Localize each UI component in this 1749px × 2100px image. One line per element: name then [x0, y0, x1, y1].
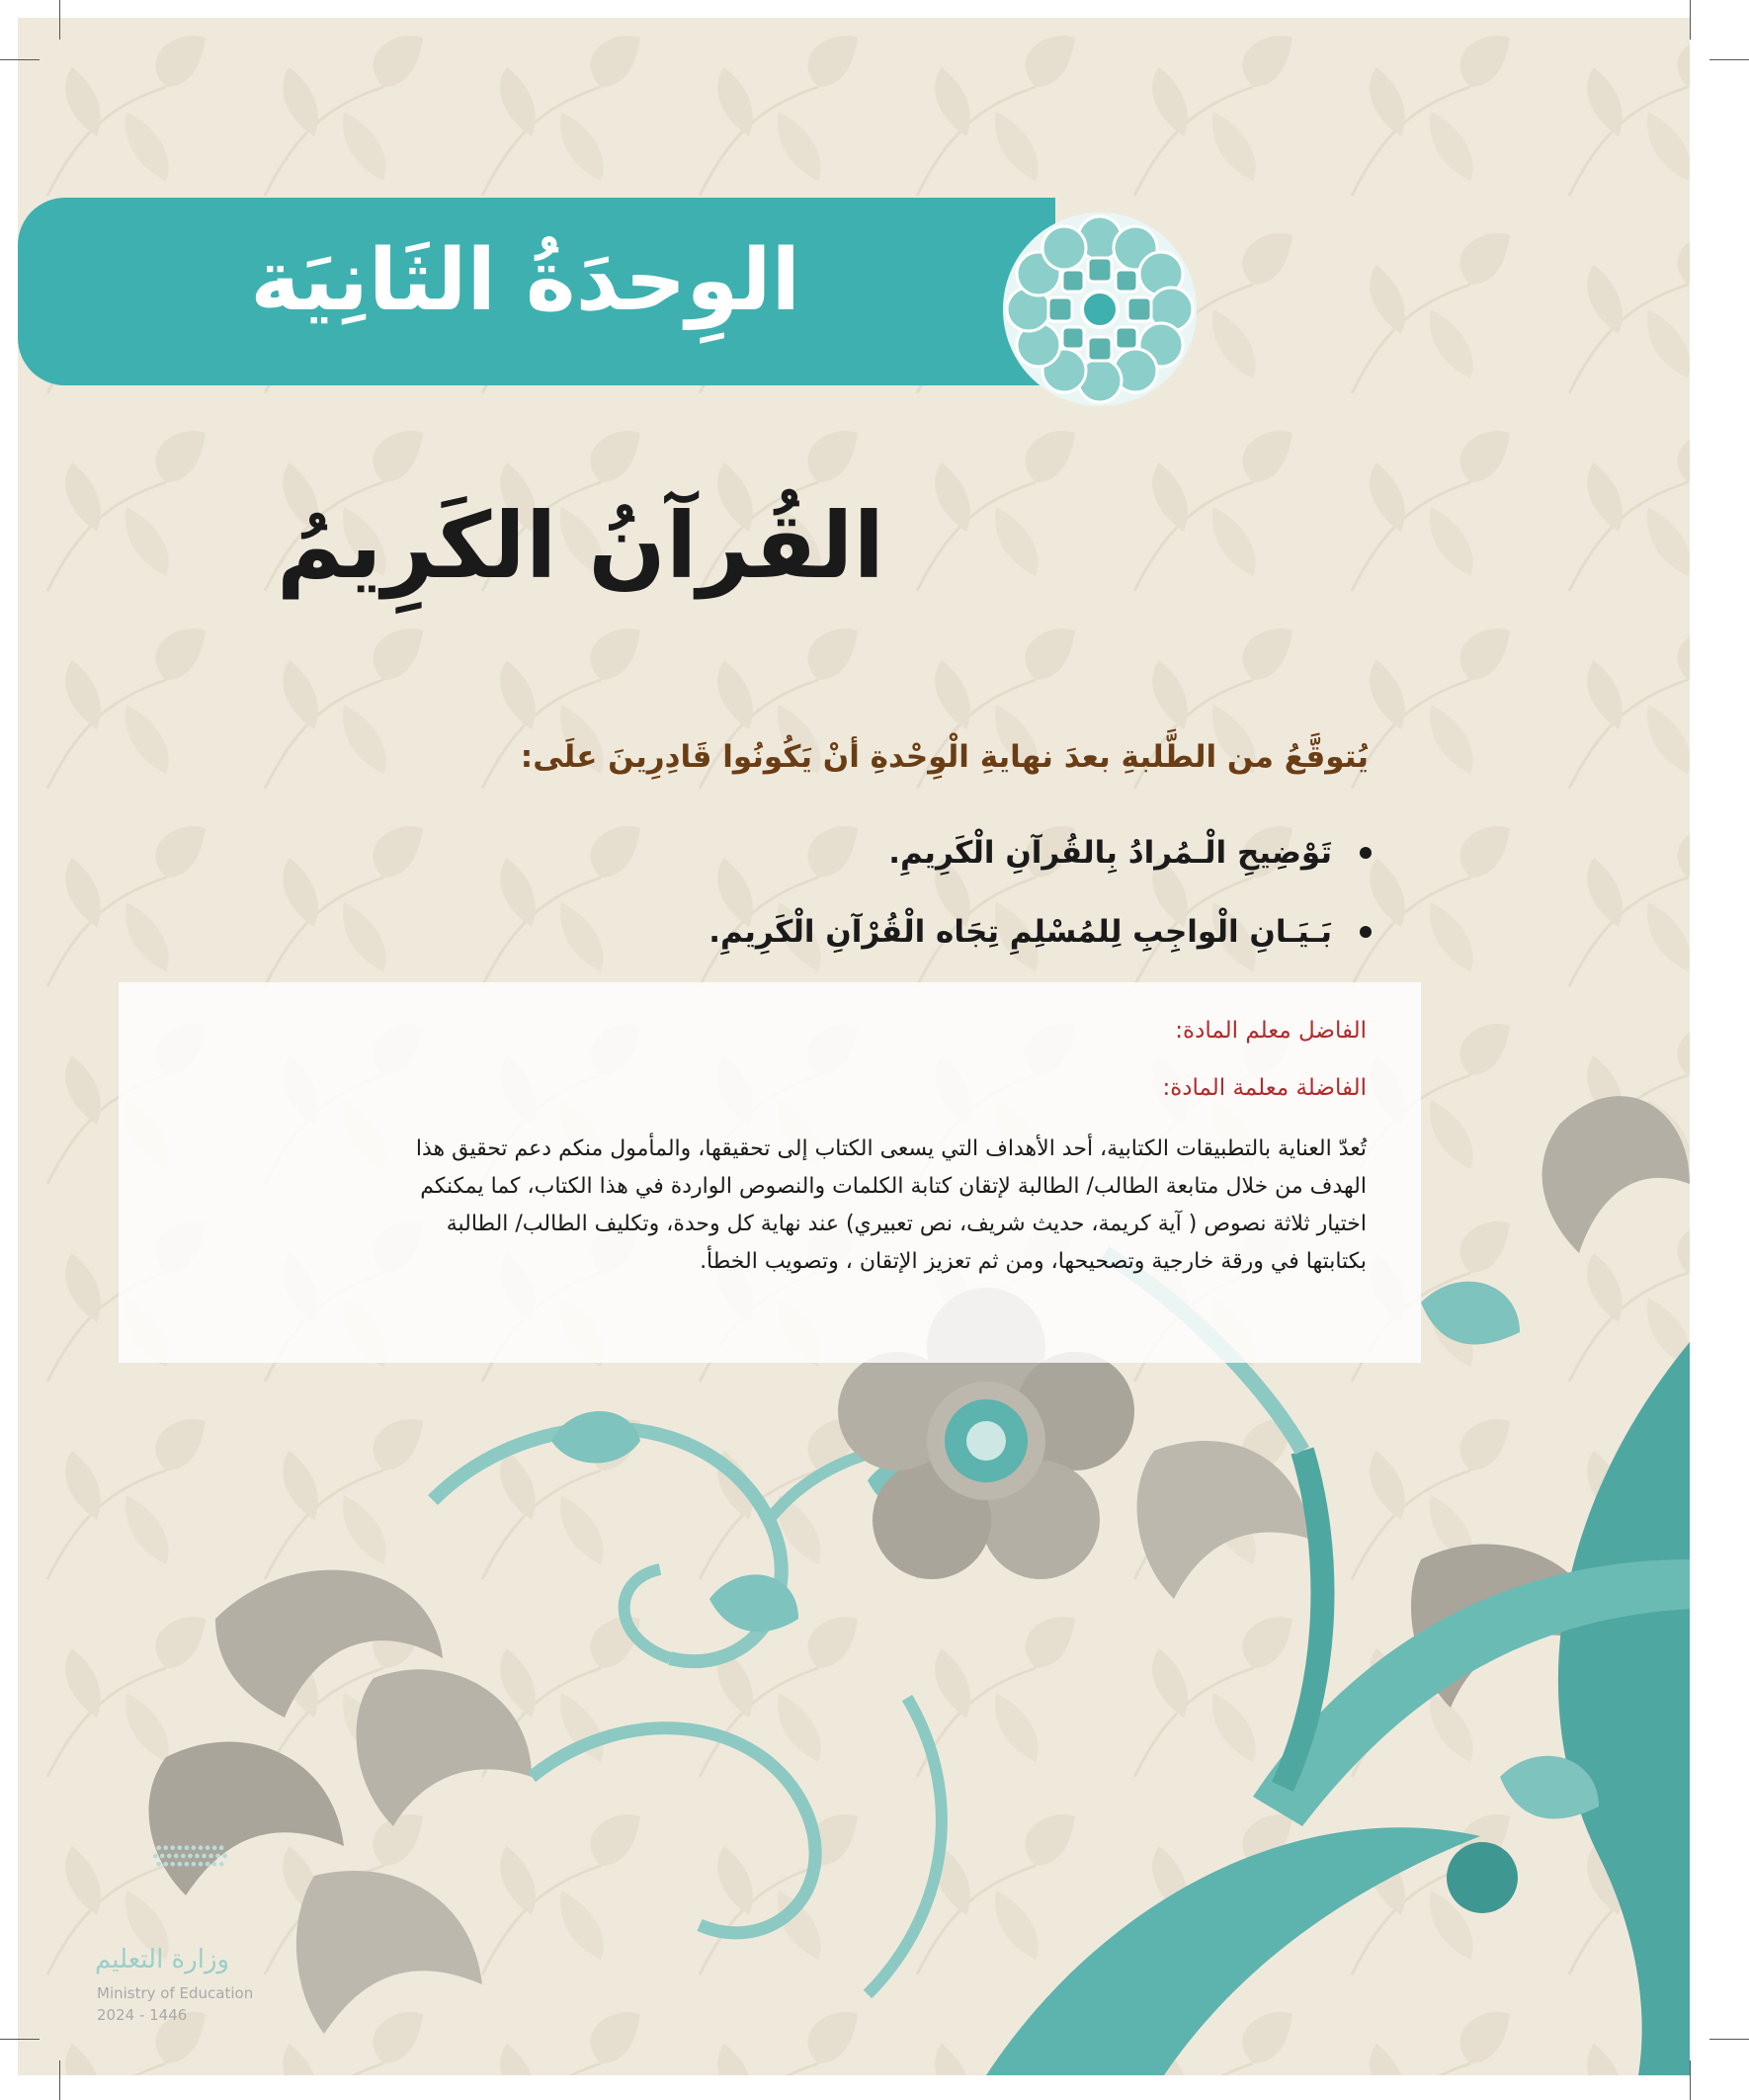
crop-mark: [0, 2039, 40, 2040]
teacher-note-line: الهدف من خلال متابعة الطالب/ الطالبة لإتقان كتابة الكلمات والنصوص الواردة في هذا الكتاب، كما يمكنكم: [420, 1174, 1367, 1199]
bullet-icon: [1360, 926, 1372, 938]
teacher-label-female: الفاضلة معلمة المادة:: [1162, 1075, 1367, 1101]
crop-mark: [1709, 2039, 1749, 2040]
crop-mark: [1709, 59, 1749, 60]
crop-mark: [1690, 0, 1691, 40]
rosette-ornament-icon: [1001, 210, 1199, 408]
ministry-year: 2024 - 1446: [97, 2006, 188, 2024]
ministry-name-ar: وزارة التعليم: [95, 1945, 230, 1974]
objectives-intro: يُتوقَّعُ من الطَّلبةِ بعدَ نهايةِ الْوِحْدةِ أنْ يَكُونُوا قَادِرِينَ علَى:: [520, 739, 1369, 775]
objective-text: تَوْضِيحِ الْـمُرادُ بِالقُرآنِ الْكَرِيمِ.: [888, 835, 1332, 871]
teacher-label-male: الفاضل معلم المادة:: [1175, 1018, 1367, 1044]
teacher-note-line: تُعدّ العناية بالتطبيقات الكتابية، أحد الأهداف التي يسعى الكتاب إلى تحقيقها، والمأمول منكم دعم تحقيق هذا: [415, 1136, 1367, 1161]
book-page: [18, 18, 1690, 2075]
unit-title: الوِحدَةُ الثَانِيَة: [250, 231, 800, 330]
lesson-title: القُرآنُ الكَرِيمُ: [276, 493, 884, 599]
objective-item: [285, 902, 1372, 981]
crop-mark: [59, 0, 60, 40]
bullet-icon: [1360, 847, 1372, 859]
crop-mark: [1690, 2060, 1691, 2100]
objective-text: بَـيَـانِ الْواجِبِ لِلمُسْلِمِ تِجَاه الْقُرْآنِ الْكَرِيمِ.: [708, 914, 1332, 950]
teacher-note-line: بكتابتها في ورقة خارجية وتصحيحها، ومن ثم تعزيز الإتقان ، وتصويب الخطأ.: [700, 1249, 1367, 1274]
ministry-name-en: Ministry of Education: [97, 1984, 254, 2002]
teacher-note-box: [119, 982, 1421, 1363]
ministry-logo-icon: [77, 1836, 304, 1935]
objective-item: [285, 823, 1372, 902]
objectives-list: [285, 823, 1372, 981]
teacher-note-line: اختيار ثلاثة نصوص ( آية كريمة، حديث شريف، نص تعبيري) عند نهاية كل وحدة، وتكليف الطالب/ الطالبة: [446, 1212, 1367, 1236]
crop-mark: [0, 59, 40, 60]
crop-mark: [59, 2060, 60, 2100]
teacher-note-text: [181, 1131, 1367, 1281]
